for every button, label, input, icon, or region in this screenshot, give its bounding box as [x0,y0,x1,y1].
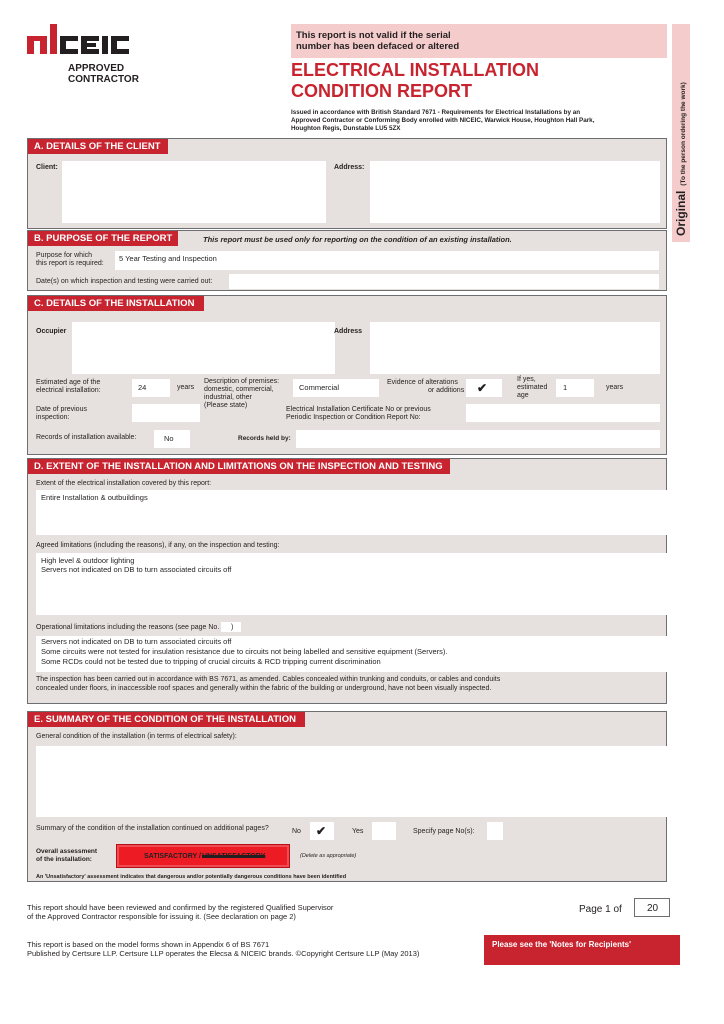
original-side-tab [672,24,690,242]
overall-unsatisfactory-struck: UNSATISFACTORY [202,853,266,860]
extent-value: Entire Installation & outbuildings [41,493,148,502]
purpose-value: 5 Year Testing and Inspection [119,254,217,263]
alterations-label-2: or additions [428,387,465,394]
records-held-field[interactable] [296,430,660,448]
age-label-1: Estimated age of the [36,379,101,386]
serial-warning-line1: This report is not valid if the serial [296,30,451,41]
niceic-logo-mark [27,24,137,58]
prev-inspection-field[interactable] [132,404,200,422]
issued-line1: Issued in accordance with British Standard 7671 - Requirements for Electrical Installations by an [291,109,581,116]
operational-paren: ) [231,624,234,631]
dates-field[interactable] [229,274,659,289]
side-tab-note: (To the person ordering the work) [680,82,687,186]
premises-label-4: (Please state) [204,402,248,409]
prev-inspection-label-2: inspection: [36,414,70,421]
premises-label-3: industrial, other [204,394,252,401]
agreed-limitations-label: Agreed limitations (including the reasons), if any, on the inspection and testing: [36,542,280,549]
overall-label-2: of the installation: [36,856,92,863]
ifyes-field[interactable] [556,379,594,397]
occupier-field[interactable] [72,322,335,374]
ifyes-years-label: years [606,384,624,391]
page-total: 20 [647,903,659,914]
age-field[interactable] [132,379,170,397]
alterations-label-1: Evidence of alterations [387,379,458,386]
age-label-2: electrical installation: [36,387,101,394]
overall-assessment-box[interactable] [116,844,290,868]
continued-label: Summary of the condition of the installation continued on additional pages? [36,825,269,832]
continued-yes-field[interactable] [372,822,396,840]
alterations-field[interactable] [466,379,502,397]
report-title-line2: CONDITION REPORT [291,81,473,101]
occupier-label: Occupier [36,328,67,335]
logo-sub-line1: APPROVED [68,63,125,74]
cert-label-2: Periodic Inspection or Condition Report No: [286,414,421,421]
inspection-statement-line2: concealed under floors, in inaccessible roof spaces and generally within the fabric of the building or underground, have not been visually inspected. [36,685,492,692]
operational-line2: Some circuits were not tested for insulation resistance due to circuits not being labelled and sensitive equipment (Servers). [41,647,448,656]
section-d-heading: D. EXTENT OF THE INSTALLATION AND LIMITATIONS ON THE INSPECTION AND TESTING [28,459,450,474]
section-e-summary [27,711,667,882]
overall-label-1: Overall assessment [36,848,98,855]
dates-label: Date(s) on which inspection and testing were carried out: [36,278,213,285]
premises-label-1: Description of premises: [204,378,280,385]
records-label: Records of installation available: [36,434,137,441]
records-held-label: Records held by: [238,435,291,442]
notes-for-recipients-text: Please see the 'Notes for Recipients' [492,940,631,949]
installation-address-field[interactable] [370,322,660,374]
section-d-extent [27,458,667,704]
client-address-label: Address: [334,164,365,171]
notes-for-recipients-box [484,935,680,965]
continued-yes-label: Yes [352,828,364,835]
prev-inspection-label-1: Date of previous [36,406,87,413]
page-label: Page 1 of [579,904,622,915]
ifyes-value: 1 [563,383,568,392]
continued-no-label: No [292,828,301,835]
purpose-label-1: Purpose for which [36,252,93,259]
client-label: Client: [36,164,58,171]
section-b-note: This report must be used only for reporting on the condition of an existing installation. [203,235,512,244]
section-c-installation [27,295,667,455]
agreed-limitations-line2: Servers not indicated on DB to turn associated circuits off [41,565,232,574]
side-tab-text [674,36,688,236]
age-value: 24 [138,383,147,392]
agreed-limitations-field[interactable] [36,553,667,615]
extent-field[interactable] [36,490,667,535]
operational-line1: Servers not indicated on DB to turn associated circuits off [41,637,232,646]
operational-line3: Some RCDs could not be tested due to tripping of crucial circuits & RCD tripping current discrimination [41,657,381,666]
specify-pages-label: Specify page No(s): [413,828,475,835]
section-b-purpose [27,230,667,291]
cert-label-1: Electrical Installation Certificate No or previous [286,406,431,413]
continued-no-field[interactable] [310,822,334,840]
serial-warning-line2: number has been defaced or altered [296,41,460,52]
ifyes-label-2: estimated [517,384,548,391]
general-condition-field[interactable] [36,746,667,817]
records-field[interactable] [154,430,190,448]
continued-no-tick: ✔ [316,824,327,838]
client-address-field[interactable] [370,161,660,223]
based-line2: Published by Certsure LLP. Certsure LLP operates the Elecsa & NICEIC brands. ©Copyright Certsure LLP (May 2013) [27,949,420,958]
cert-field[interactable] [466,404,660,422]
specify-pages-field[interactable] [487,822,503,840]
issued-line3: Houghton Regis, Dunstable LU5 5ZX [291,125,401,132]
based-line1: This report is based on the model forms shown in Appendix 6 of BS 7671 [27,940,270,949]
alterations-tick: ✔ [477,381,488,395]
delete-note: (Delete as appropriate) [300,853,357,859]
ifyes-label-3: age [517,392,529,399]
agreed-limitations-line1: High level & outdoor lighting [41,556,135,565]
issued-line2: Approved Contractor or Conforming Body enrolled with NICEIC, Warwick House, Houghton Hall Park, [291,117,595,124]
installation-address-label: Address [334,328,363,335]
records-value: No [164,434,174,443]
purpose-field[interactable] [115,251,659,270]
operational-limitations-field[interactable] [36,636,667,672]
operational-limitations-label: Operational limitations including the reasons (see page No. [36,624,220,631]
niceic-logo [27,24,137,88]
report-title-line1: ELECTRICAL INSTALLATION [291,60,539,80]
page-total-box [634,898,670,917]
section-a-client [27,138,667,229]
logo-sub-line2: CONTRACTOR [68,74,139,85]
unsatisfactory-warning: An 'Unsatisfactory' assessment indicates that dangerous and/or potentially dangerous conditions have been identified [36,874,347,880]
premises-field[interactable] [293,379,379,397]
general-condition-label: General condition of the installation (in terms of electrical safety): [36,733,237,740]
ifyes-label-1: If yes, [517,376,536,383]
serial-warning-box [291,24,667,58]
review-line2: of the Approved Contractor responsible for issuing it. (See declaration on page 2) [27,912,296,921]
section-a-heading: A. DETAILS OF THE CLIENT [28,139,168,154]
section-e-heading: E. SUMMARY OF THE CONDITION OF THE INSTALLATION [28,712,305,727]
side-tab-original: Original [674,190,688,236]
purpose-label-2: this report is required: [36,260,104,267]
client-field[interactable] [62,161,326,223]
overall-satisfactory: SATISFACTORY / [144,853,201,860]
premises-label-2: domestic, commercial, [204,386,274,393]
section-b-heading: B. PURPOSE OF THE REPORT [28,231,178,246]
inspection-statement-line1: The inspection has been carried out in accordance with BS 7671, as amended. Cables concealed within trunking and conduits, or cables and conduits [36,676,501,683]
section-c-heading: C. DETAILS OF THE INSTALLATION [28,296,204,311]
extent-label: Extent of the electrical installation covered by this report: [36,480,212,487]
age-years-label: years [177,384,195,391]
premises-value: Commercial [299,383,340,392]
review-line1: This report should have been reviewed and confirmed by the registered Qualified Supervisor [27,903,334,912]
